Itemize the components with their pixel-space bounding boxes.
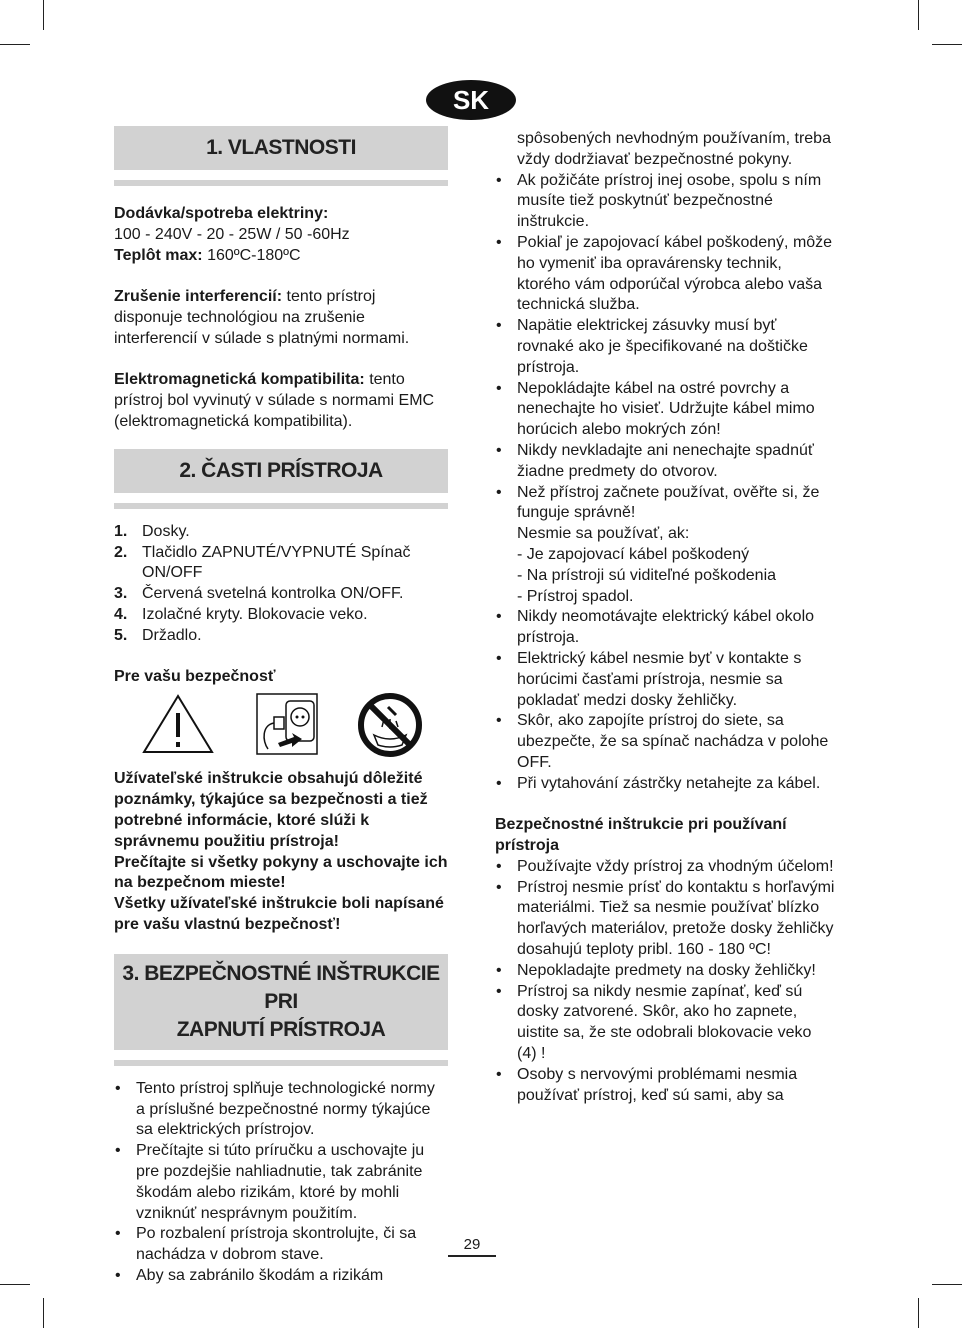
list-item: • Prečítajte si túto príručku a uschovajte ju pre pozdejšie nahliadnutie, tak zabránite škodám alebo rizikám, ktoré by mohli vzniknúť nesprávnym použitím. bbox=[114, 1141, 448, 1224]
safety-heading: Pre vašu bezpečnosť bbox=[114, 667, 276, 685]
section-divider bbox=[114, 1060, 448, 1066]
list-item: • Nikdy nevkladajte ani nenechajte spadnúť žiadne predmety do otvorov. bbox=[495, 441, 835, 483]
emc-paragraph bbox=[114, 370, 448, 432]
list-item: • Aby sa zabránilo škodám a rizikám bbox=[114, 1266, 448, 1287]
interference-paragraph bbox=[114, 287, 448, 349]
crop-mark bbox=[0, 1284, 30, 1285]
crop-mark bbox=[932, 44, 962, 45]
right-column bbox=[495, 129, 835, 1106]
safety-list-right bbox=[495, 171, 835, 795]
list-item: 5. Držadlo. bbox=[114, 626, 202, 644]
safety-icons bbox=[114, 693, 448, 757]
crop-mark bbox=[0, 44, 30, 45]
list-item: • Prístroj sa nikdy nesmie zapínať, keď sú dosky zatvorené. Skôr, ako ho zapnete, uistite sa, že ste odobrali blokovacie veko (4) ! bbox=[495, 982, 835, 1065]
temp-label: Teplôt max: bbox=[114, 246, 203, 264]
list-item: • Skôr, ako zapojíte prístroj do siete, sa ubezpečte, že sa spínač nachádza v polohe OFF. bbox=[495, 711, 835, 773]
usage-heading: Bezpečnostné inštrukcie pri používaní prístroja bbox=[495, 816, 787, 855]
section-1-title: 1. VLASTNOSTI bbox=[114, 126, 448, 170]
emc-text: tento prístroj bol vyvinutý v súlade s normami EMC (elektromagnetická kompatibilita). bbox=[114, 371, 435, 430]
crop-mark bbox=[918, 0, 919, 30]
list-item: 3. Červená svetelná kontrolka ON/OFF. bbox=[114, 585, 404, 603]
emc-label: Elektromagnetická kompatibilita: bbox=[114, 371, 365, 389]
list-item: • Pokiaľ je zapojovací kábel poškodený, môže ho vymeniť iba opravárensky technik, ktorého vám odporúčal výrobca alebo vaša technická služba. bbox=[495, 233, 835, 316]
crop-mark bbox=[918, 1298, 919, 1328]
parts-list bbox=[114, 522, 448, 647]
notice-line: Prečítajte si všetky pokyny a uschovajte ich na bezpečnom mieste! bbox=[114, 853, 448, 892]
list-item: • Nikdy neomotávajte elektrický kábel okolo prístroja. bbox=[495, 607, 835, 649]
language-badge: SK bbox=[426, 80, 516, 120]
check-sub-line: - Na prístroji sú viditeľné poškodenia bbox=[517, 566, 777, 584]
list-item: • Nepokladajte predmety na dosky žehličky! bbox=[495, 961, 835, 982]
list-item: • Napätie elektrickej zásuvky musí byť rovnaké ako je špecifikované na doštičke prístroja. bbox=[495, 316, 835, 378]
supply-value: 100 - 240V - 20 - 25W / 50 -60Hz bbox=[114, 225, 350, 243]
interference-text: tento prístroj disponuje technológiou na zrušenie interferencií v súlade s platnými normami. bbox=[114, 288, 410, 347]
left-column bbox=[114, 126, 448, 1287]
check-sub-line: - Prístroj spadol. bbox=[517, 587, 634, 605]
check-sub-line: Nesmie sa používať, ak: bbox=[517, 525, 690, 543]
list-item: • Při vytahování zástrčky netahejte za kábel. bbox=[495, 774, 835, 795]
list-item: 2. Tlačidlo ZAPNUTÉ/VYPNUTÉ Spínač ON/OFF bbox=[114, 543, 411, 582]
no-water-icon bbox=[358, 693, 422, 757]
section-3-title-line: ZAPNUTÍ PRÍSTROJA bbox=[176, 1017, 386, 1041]
interference-label: Zrušenie interferencií: bbox=[114, 288, 283, 306]
notice-line: Užívateľské inštrukcie obsahujú dôležité poznámky, týkajúce sa bezpečnosti a tiež potrebné informácie, ktoré slúži k správnemu použitiu prístroja! bbox=[114, 770, 428, 850]
crop-mark bbox=[43, 0, 44, 30]
section-3-title bbox=[114, 954, 448, 1050]
list-item bbox=[495, 483, 835, 608]
warning-triangle-icon bbox=[142, 693, 214, 755]
notice-block bbox=[114, 769, 448, 935]
list-item: • Tento prístroj splňuje technologické normy a príslušné bezpečnostné normy týkajúce sa elektrických prístrojov. bbox=[114, 1079, 448, 1141]
list-item: • Nepokládajte kábel na ostré povrchy a nenechajte ho visieť. Udržujte kábel mimo horúcich alebo mokrých zón! bbox=[495, 379, 835, 441]
crop-mark bbox=[932, 1284, 962, 1285]
page-number: 29 bbox=[448, 1236, 496, 1257]
list-item: 4. Izolačné kryty. Blokovacie veko. bbox=[114, 605, 368, 623]
safety-list-left bbox=[114, 1079, 448, 1287]
notice-line: Všetky užívateľské inštrukcie boli napísané pre vašu vlastnú bezpečnosť! bbox=[114, 895, 444, 933]
list-item: • Používajte vždy prístroj za vhodným účelom! bbox=[495, 857, 835, 878]
list-item: • Ak požičáte prístroj inej osobe, spolu s ním musíte tiež poskytnúť bezpečnostné inštrukcie. bbox=[495, 171, 835, 233]
crop-mark bbox=[43, 1298, 44, 1328]
check-sub-line: - Je zapojovací kábel poškodený bbox=[517, 545, 750, 563]
list-item: • Elektrický kábel nesmie byť v kontakte s horúcimi časťami prístroja, nesmie sa pokladať medzi dosky žehličky. bbox=[495, 649, 835, 711]
supply-label: Dodávka/spotreba elektriny: bbox=[114, 205, 329, 222]
list-item: • Po rozbalení prístroja skontrolujte, či sa nachádza v dobrom stave. bbox=[114, 1224, 448, 1266]
usage-list bbox=[495, 857, 835, 1107]
list-item: • Prístroj nesmie prísť do kontaktu s horľavými materiálmi. Tiež sa nesmie používať blízko horľavých materiálov, pretože dosky žehličky dosahujú teploty pribl. 160 - 180 ºC! bbox=[495, 878, 835, 961]
temp-value: 160ºC-180ºC bbox=[207, 246, 301, 264]
section-divider bbox=[114, 503, 448, 509]
section-3-title-line: 3. BEZPEČNOSTNÉ INŠTRUKCIE PRI bbox=[122, 961, 440, 1013]
specs-block bbox=[114, 204, 448, 266]
list-item: 1. Dosky. bbox=[114, 522, 190, 540]
section-2-title: 2. ČASTI PRÍSTROJA bbox=[114, 449, 448, 493]
continuation-text: spôsobených nevhodným používaním, treba vždy dodržiavať bezpečnostné pokyny. bbox=[517, 130, 831, 168]
check-item-text: • Než přístroj začnete používat, ověřte si, že funguje správně! bbox=[517, 483, 820, 522]
list-item: • Osoby s nervovými problémami nesmia používať prístroj, keď sú sami, aby sa bbox=[495, 1065, 835, 1107]
unplug-icon bbox=[256, 693, 318, 755]
section-divider bbox=[114, 180, 448, 186]
